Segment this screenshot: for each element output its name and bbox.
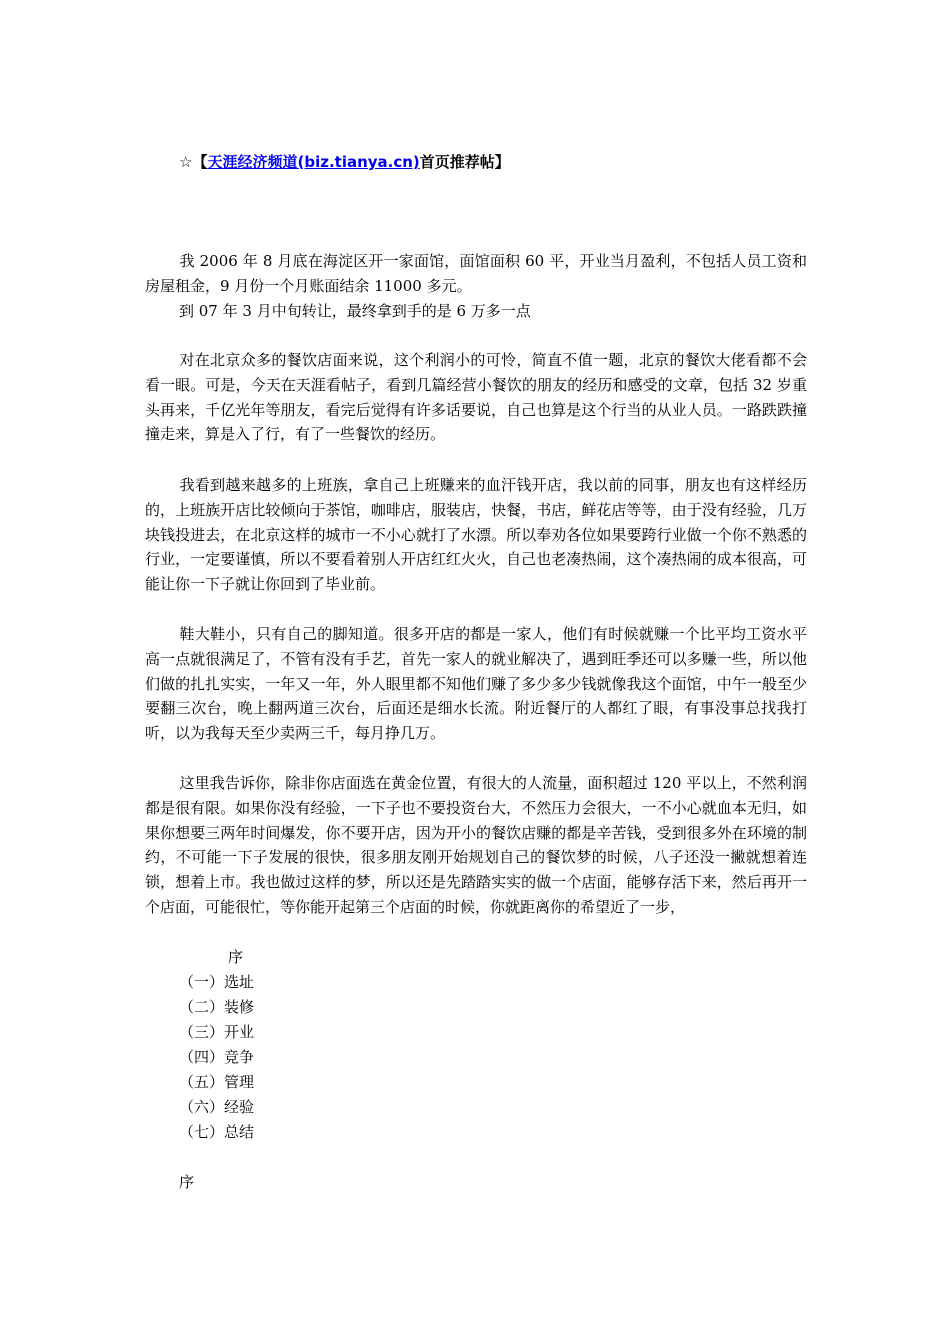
header-open-bracket: 【 — [192, 153, 208, 171]
paragraph-1b: 到 07 年 3 月中旬转让，最终拿到手的是 6 万多一点 — [179, 302, 531, 320]
paragraph-4: 鞋大鞋小，只有自己的脚知道。很多开店的都是一家人，他们有时候就赚一个比平均工资水平高一点就很满足了，不管有没有手艺，首先一家人的就业解决了，遇到旺季还可以多赚一些，所以他们做的扎扎实实，一年又一年，外人眼里都不知他们赚了多少多少钱就像我这个面馆，中午一般至少要翻三次台，晚上翻两道三次台，后面还是细水长流。附近餐厅的人都红了眼，有事没事总找我打听，以为我每天至少卖两三千，每月挣几万。 — [145, 625, 807, 743]
header-suffix: 首页推荐帖】 — [419, 153, 510, 171]
toc-item: （六）经验 — [179, 1098, 255, 1116]
toc-item: （四）竞争 — [179, 1048, 255, 1066]
recommend-header — [179, 149, 510, 175]
star-icon: ☆ — [179, 153, 193, 171]
toc-item: （二）装修 — [179, 998, 255, 1016]
link-text-cn: 天涯经济频道 — [207, 153, 298, 171]
link-text-url: (biz.tianya.cn) — [297, 153, 420, 171]
toc-item: （一）选址 — [179, 973, 255, 991]
paragraph-2: 对在北京众多的餐饮店面来说，这个利润小的可怜，简直不值一题，北京的餐饮大佬看都不会看一眼。可是，今天在天涯看帖子，看到几篇经营小餐饮的朋友的经历和感受的文章，包括 32 岁重头再来，千亿光年等朋友，看完后觉得有许多话要说，自己也算是这个行当的从业人员。一路跌跌撞撞走来，算是入了行，有了一些餐饮的经历。 — [145, 351, 807, 444]
section-heading: 序 — [179, 1173, 195, 1191]
paragraph-3: 我看到越来越多的上班族，拿自己上班赚来的血汗钱开店，我以前的同事，朋友也有这样经历的，上班族开店比较倾向于茶馆，咖啡店，服装店，快餐，书店，鲜花店等等，由于没有经验，几万块钱投进去，在北京这样的城市一不小心就打了水漂。所以奉劝各位如果要跨行业做一个你不熟悉的行业，一定要谨慎，所以不要看着别人开店红红火火，自己也老凑热闹，这个凑热闹的成本很高，可能让你一下子就让你回到了毕业前。 — [145, 476, 807, 594]
toc-item: （五）管理 — [179, 1073, 255, 1091]
toc-item: （三）开业 — [179, 1023, 255, 1041]
tianya-biz-link[interactable] — [207, 153, 419, 171]
toc-title: 序 — [228, 948, 244, 966]
toc-item: （七）总结 — [179, 1123, 255, 1141]
paragraph-1: 我 2006 年 8 月底在海淀区开一家面馆，面馆面积 60 平，开业当月盈利，不包括人员工资和房屋租金，9 月份一个月账面结余 11000 多元。 — [145, 252, 807, 295]
paragraph-5: 这里我告诉你，除非你店面选在黄金位置，有很大的人流量，面积超过 120 平以上，不然利润都是很有限。如果你没有经验，一下子也不要投资台大，不然压力会很大，一不小心就血本无归，如果你想要三两年时间爆发，你不要开店，因为开小的餐饮店赚的都是辛苦钱，受到很多外在环境的制约，不可能一下子发展的很快，很多朋友刚开始规划自己的餐饮梦的时候，八子还没一撇就想着连锁，想着上市。我也做过这样的梦，所以还是先踏踏实实的做一个店面，能够存活下来，然后再开一个店面，可能很忙，等你能开起第三个店面的时候，你就距离你的希望近了一步， — [145, 774, 807, 916]
